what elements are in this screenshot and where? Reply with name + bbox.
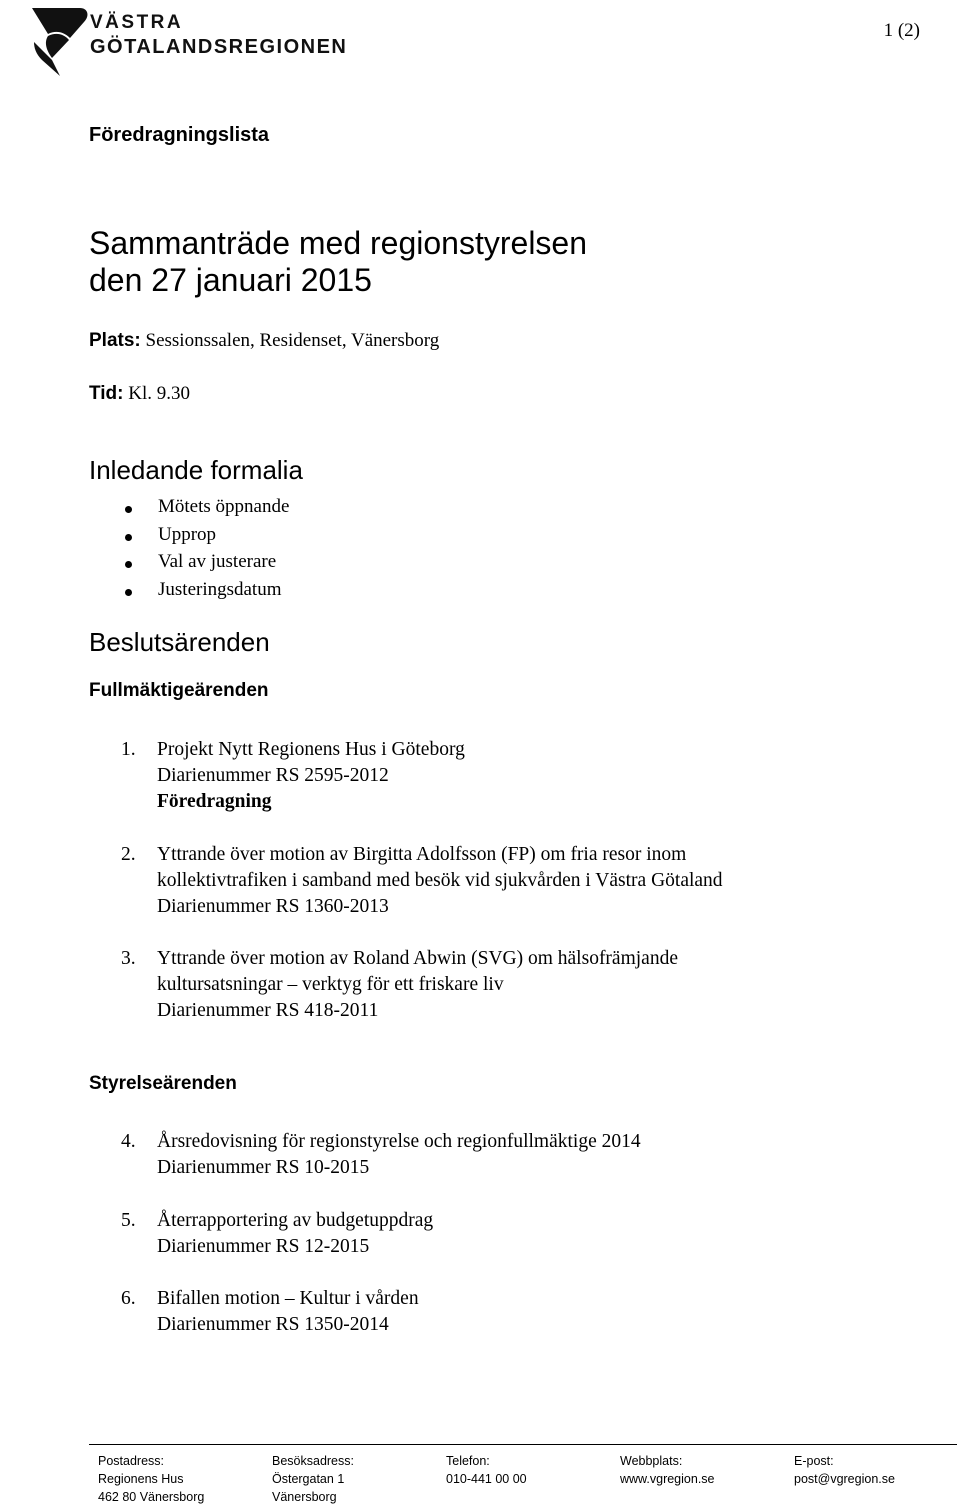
- footer-value: 010-441 00 00: [446, 1472, 527, 1486]
- footer-postal: [98, 1452, 204, 1506]
- page-title: [89, 225, 587, 299]
- agenda-item-6: [121, 1286, 419, 1338]
- subheading-council: Fullmäktigeärenden: [89, 680, 269, 701]
- item-line: Bifallen motion – Kultur i vården: [157, 1288, 419, 1309]
- footer-value: 462 80 Vänersborg: [98, 1490, 205, 1504]
- item-line: Årsredovisning för regionstyrelse och regionfullmäktige 2014: [157, 1131, 641, 1152]
- item-number: 1.: [121, 739, 136, 760]
- agenda-item-2: [121, 842, 723, 920]
- meeting-place: [89, 330, 439, 352]
- footer-label: Besöksadress:: [272, 1454, 354, 1468]
- footer-label: E-post:: [794, 1454, 834, 1468]
- item-line: Återrapportering av budgetuppdrag: [157, 1210, 434, 1231]
- agenda-item-4: [121, 1129, 641, 1181]
- place-value: Sessionssalen, Residenset, Vänersborg: [140, 330, 440, 351]
- footer-web-link[interactable]: www.vgregion.se: [620, 1472, 715, 1486]
- title-line-2: den 27 januari 2015: [89, 262, 372, 298]
- item-line: Diarienummer RS 12-2015: [157, 1236, 370, 1257]
- item-line: Yttrande över motion av Roland Abwin (SVG) om hälsofrämjande: [157, 948, 678, 969]
- item-number: 5.: [121, 1210, 136, 1231]
- footer-value: Regionens Hus: [98, 1472, 184, 1486]
- footer-email: [794, 1452, 895, 1488]
- footer-divider: [89, 1444, 957, 1445]
- item-line: Diarienummer RS 2595-2012: [157, 765, 389, 786]
- footer-label: Postadress:: [98, 1454, 165, 1468]
- logo-line-1: VÄSTRA: [90, 12, 184, 33]
- item-line: kollektivtrafiken i samband med besök vid sjukvården i Västra Götaland: [157, 870, 723, 891]
- section-heading-decisions: Beslutsärenden: [89, 627, 270, 657]
- document-type: Föredragningslista: [89, 124, 270, 146]
- footer-label: Telefon:: [446, 1454, 490, 1468]
- agenda-item-3: [121, 946, 678, 1024]
- item-line: Diarienummer RS 1350-2014: [157, 1314, 389, 1335]
- intro-bullet-list: [121, 496, 289, 606]
- footer-value: Östergatan 1: [272, 1472, 345, 1486]
- bullet-item: Val av justerare: [121, 551, 289, 579]
- item-line: Diarienummer RS 10-2015: [157, 1157, 370, 1178]
- item-number: 3.: [121, 948, 136, 969]
- footer-web: [620, 1452, 715, 1488]
- footer-value: Vänersborg: [272, 1490, 337, 1504]
- item-line: Yttrande över motion av Birgitta Adolfsson (FP) om fria resor inom: [157, 844, 687, 865]
- item-number: 4.: [121, 1131, 136, 1152]
- subheading-board: Styrelseärenden: [89, 1073, 237, 1094]
- item-presentation: Föredragning: [157, 791, 272, 812]
- agenda-item-5: [121, 1208, 433, 1260]
- section-heading-intro: Inledande formalia: [89, 455, 303, 485]
- footer-label: Webbplats:: [620, 1454, 683, 1468]
- meeting-time: [89, 383, 190, 405]
- vgr-swirl-icon: [30, 2, 90, 78]
- footer-visit: [272, 1452, 354, 1506]
- bullet-item: Justeringsdatum: [121, 579, 289, 607]
- bullet-item: Upprop: [121, 524, 289, 552]
- item-number: 2.: [121, 844, 136, 865]
- item-line: kultursatsningar – verktyg för ett friskare liv: [157, 974, 504, 995]
- item-line: Diarienummer RS 1360-2013: [157, 896, 389, 917]
- agenda-item-1: [121, 737, 465, 815]
- item-number: 6.: [121, 1288, 136, 1309]
- time-label: Tid:: [89, 383, 124, 404]
- item-line: Projekt Nytt Regionens Hus i Göteborg: [157, 739, 465, 760]
- time-value: Kl. 9.30: [123, 383, 190, 404]
- page-number: 1 (2): [883, 20, 920, 41]
- footer-phone: [446, 1452, 527, 1488]
- place-label: Plats:: [89, 330, 141, 351]
- footer-email-link[interactable]: post@vgregion.se: [794, 1472, 895, 1486]
- bullet-item: Mötets öppnande: [121, 496, 289, 524]
- title-line-1: Sammanträde med regionstyrelsen: [89, 225, 588, 261]
- vgr-logo: [30, 2, 370, 78]
- item-line: Diarienummer RS 418-2011: [157, 1000, 379, 1021]
- logo-line-2: GÖTALANDSREGIONEN: [90, 36, 348, 58]
